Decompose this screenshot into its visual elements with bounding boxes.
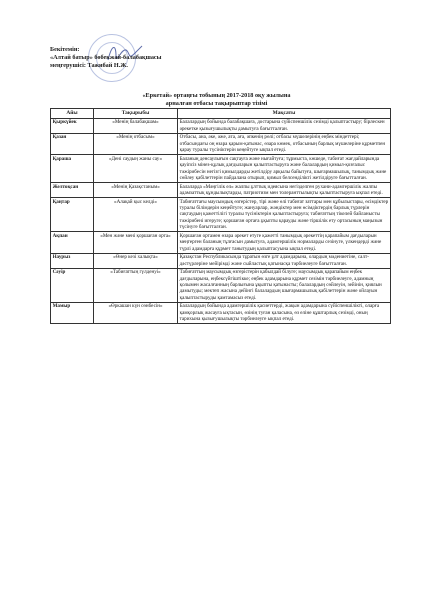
document-title-line-1: «Еркетай» ортаңғы тобының 2017-2018 оқу жылына bbox=[142, 92, 291, 99]
theme-cell: «Менің балабақшам» bbox=[94, 118, 178, 133]
theme-cell: «Алақай қыс келді» bbox=[94, 198, 178, 232]
goal-cell: Табиғаттың маусымдық өзгерістерін қабылдай білуге; маусымдық қарапайым еңбек дағдыларына, еңбексүйгіштікке; еңбек адамдарына құрмет сезімін тәрбиелеуге, адамның қолымен жасалғанның барлығына ұқыпты қатынасты; балалардың сөйлеуін, зейінін, қиялын дамытуды; мектеп жасына дейінгі балалардың шығармашылық қабілеттерін және ойлауын қалыптастыруды қамтамасыз етеді. bbox=[178, 268, 391, 302]
table-row bbox=[51, 183, 391, 198]
month-cell: Желтоқсан bbox=[51, 183, 94, 198]
month-cell: Қараша bbox=[51, 155, 94, 183]
month-cell: Ақпан bbox=[51, 232, 94, 253]
table-row bbox=[51, 268, 391, 302]
goal-cell: Балалардың бойында адамгершілік қасиеттерді, жақын адамдарына сүйіспеншілікті, оларға қамқорлық жасауға ықтасын, өзінің туған қаласына, өз еліне құштарлық сезімді, оның тарихына қызығушылықты тәрбиелеуге ықпал етеді. bbox=[178, 302, 391, 323]
header-goal: Мақсаты bbox=[178, 109, 391, 119]
goal-cell: Қазақстан Республикасында тұратын өзге ұлт адамдарына, олардың мәдениетіне, салт-дәстүрлеріне мейірімді және сыйластық қатынасқа тәрбиелеуге бағытталған. bbox=[178, 253, 391, 268]
goal-cell: Отбасы, ана, әке, әже, ата, аға, әпкенің рөлі; отбасы мүшелерінің еңбек міндеттері; отбасындағы оң өзара қарым-қатынас, өзара көмек, отбасының барлық мүшелеріне құрметпен қарау туралы түсініктерін кеңейтуге ықпал етеді. bbox=[178, 133, 391, 154]
table-row bbox=[51, 118, 391, 133]
table-row bbox=[51, 302, 391, 323]
table-row bbox=[51, 155, 391, 183]
header-theme: Тақырыбы bbox=[94, 109, 178, 119]
goal-cell: Қоршаған ортамен өзара әрекет етуге қажетті танымдық әрекеттің қарапайым дағдыларын меңгерген баланың тұлғасын дамытуға, адамгершілік нормаларды сезінуге, үлкендерді және түрлі адамдарға құрмет танытудың қалыптасуына ықпал етеді. bbox=[178, 232, 391, 253]
approval-block bbox=[50, 46, 162, 69]
month-cell: Сәуір bbox=[51, 268, 94, 302]
goal-cell: Балалардың бойында балабақшаға, достарына сүйіспеншілік сезімді қалыптастыру; бірлескен әрекетке қызығушылықты дамытуға бағытталған. bbox=[178, 118, 391, 133]
month-cell: Қаңтар bbox=[51, 198, 94, 232]
goal-cell: Балаларда «Мәңгілік ел» жалпы ұлттық идеясына негізделген рухани-адамгершілік жалпы адамзаттық құндылықтарды, патриотизм мен толеранттылықты қалыптастыруға ықпал етеді. bbox=[178, 183, 391, 198]
month-cell: Қазан bbox=[51, 133, 94, 154]
goal-cell: Баланың денсаулығын сақтауға және нығайтуға; тұрмыста, көшеде, табиғат жағдайларында қауіпсіз мінез-құлық дағдыларын қалыптастыруға және балалардың қимыл-қозғалыс тәжірибесін негізгі қимылдарды жетілдіру арқылы байытуға, шығармашылық, танымдық және сөйлеу қабілеттерін пайдалана отырып, қимыл белсенділікті жетілдіруге бағытталған. bbox=[178, 155, 391, 183]
approval-heading: Бекітемін: bbox=[50, 46, 80, 53]
table-header-row bbox=[51, 109, 391, 119]
theme-cell: «Өркашан күн сөнбесін» bbox=[94, 302, 178, 323]
month-cell: Қыркүйек bbox=[51, 118, 94, 133]
table-row bbox=[51, 133, 391, 154]
theme-cell: «Мен және мені қоршаған орта» bbox=[94, 232, 178, 253]
theme-cell: «Менің отбасым» bbox=[94, 133, 178, 154]
header-month: Айы bbox=[51, 109, 94, 119]
document-title-line-2: арналған отбасы тақырыптар тізімі bbox=[165, 100, 268, 107]
theme-cell: «Табиғаттың гүлденуі» bbox=[94, 268, 178, 302]
goal-cell: Табиғаттағы маусымдық өзгерістер, тірі және өлі табиғат заттары мен құбылыстары, өсімдіктер туралы білімдерін кеңейтуге; жануарлар, жәндіктер мен өсімдіктердің барлық түрлерін сақтаудың қажеттілігі туралы түсініктерін қалыптастыруға; табиғаттың тікелей байланысты тәжірибені игеруге; қоршаған ортаға ұқыпты қарауды және тіршілік ету ортасының маңызын түсінуге бағытталған. bbox=[178, 198, 391, 232]
themes-table bbox=[50, 108, 391, 324]
approval-organization: «Алтай батыр» бөбекжай-балабақшасы bbox=[50, 53, 162, 61]
table-row bbox=[51, 253, 391, 268]
theme-cell: «Менің Қазақстаным» bbox=[94, 183, 178, 198]
table-row bbox=[51, 198, 391, 232]
theme-cell: «Дені саудың жаны сау» bbox=[94, 155, 178, 183]
month-cell: Мамыр bbox=[51, 302, 94, 323]
table-row bbox=[51, 232, 391, 253]
theme-cell: «Өнер кезі халықта» bbox=[94, 253, 178, 268]
approval-head-name: меңгерушісі: Тажибай Н.Ж. bbox=[50, 61, 128, 69]
month-cell: Наурыз bbox=[51, 253, 94, 268]
